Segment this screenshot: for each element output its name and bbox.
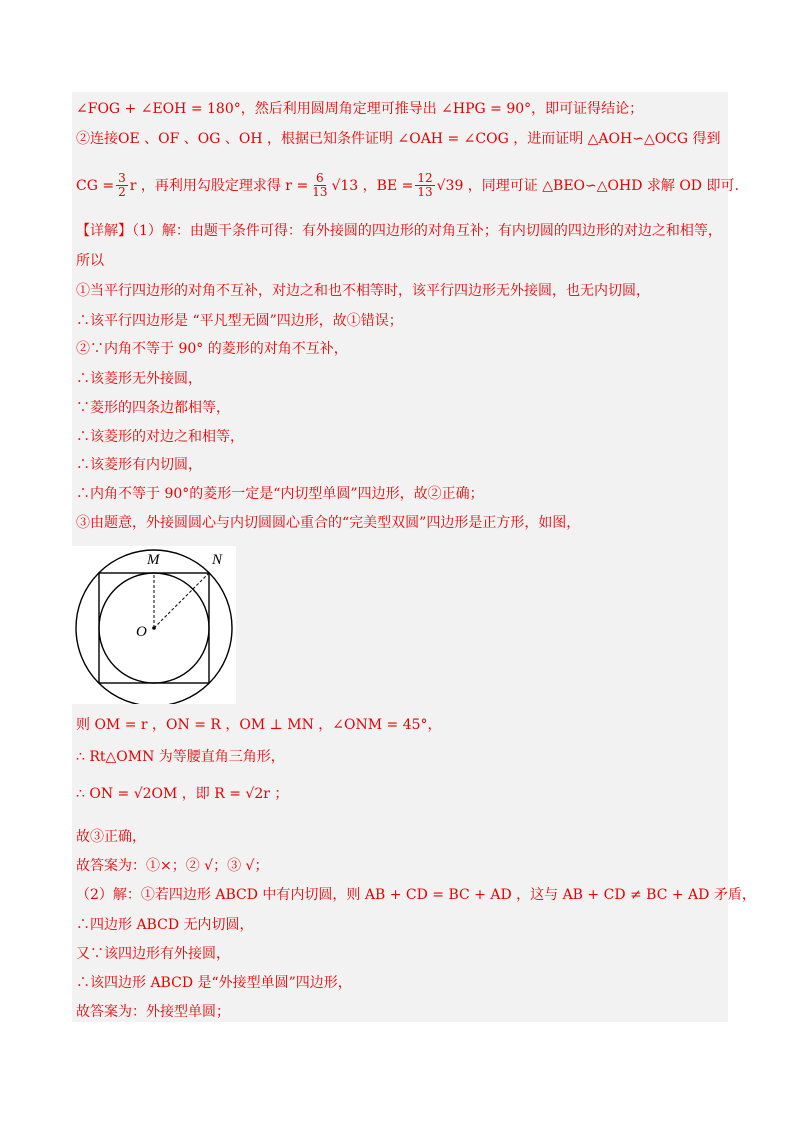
fraction-numerator: 12	[417, 171, 433, 185]
line-7: ∴该平行四边形是 “平凡型无圆”四边形，故①错误；	[76, 313, 403, 329]
line-11: ∴该菱形的对边之和相等，	[76, 429, 244, 445]
label-n: N	[212, 552, 223, 568]
line-4: 【详解】（1）解：由题干条件可得：有外接圆的四边形的对角互补；有内切圆的四边形的对边之和相等，	[76, 223, 722, 239]
fraction-numerator: 3	[118, 171, 126, 185]
line-18: 故③正确，	[76, 829, 146, 845]
center-point	[152, 626, 156, 630]
line-20: （2）解：①若四边形 ABCD 中有内切圆，则 AB + CD = BC + AD ，这与 AB + CD ≠ BC + AD 矛盾，	[76, 887, 756, 903]
line-3	[76, 172, 739, 199]
line-24: 故答案为：外接型单圆；	[76, 1004, 230, 1020]
fraction-12-13	[415, 172, 434, 199]
fraction-denominator: 2	[118, 185, 126, 199]
line-2: ②连接OE 、OF 、OG 、OH ，根据已知条件证明 ∠OAH = ∠COG ，进而证明 △AOH∽△OCG 得到	[76, 131, 721, 147]
geometry-figure	[72, 546, 236, 704]
fraction-6-13	[310, 172, 329, 199]
segment-on	[154, 573, 209, 628]
line-19: 故答案为：①×；② √；③ √；	[76, 858, 269, 874]
line-10: ∵菱形的四条边都相等，	[76, 400, 230, 416]
line-9: ∴该菱形无外接圆，	[76, 371, 202, 387]
label-m: M	[147, 552, 160, 568]
line-6: ①当平行四边形的对角不互补，对边之和也不相等时，该平行四边形无外接圆，也无内切圆，	[76, 283, 650, 299]
line-23: ∴该四边形 ABCD 是“外接型单圆”四边形，	[76, 975, 352, 991]
line-3-part-c: √13 ，BE =	[331, 177, 414, 194]
line-3-part-b: r ，再利用勾股定理求得 r =	[129, 177, 309, 194]
label-o: O	[136, 624, 147, 640]
line-3-part-d: √39 ，同理可证 △BEO∽△OHD 求解 OD 即可.	[436, 177, 739, 194]
circle-square-diagram	[72, 546, 236, 704]
line-12: ∴该菱形有内切圆，	[76, 457, 202, 473]
line-13: ∴内角不等于 90°的菱形一定是“内切型单圆”四边形，故②正确；	[76, 486, 484, 502]
line-5: 所以	[76, 253, 104, 269]
fraction-numerator: 6	[316, 171, 324, 185]
line-15: 则 OM = r ，ON = R ，OM ⊥ MN ，∠ONM = 45°，	[76, 717, 442, 733]
line-22: 又∵该四边形有外接圆，	[76, 946, 230, 962]
line-1: ∠FOG + ∠EOH = 180°，然后利用圆周角定理可推导出 ∠HPG = 90°，即可证得结论；	[76, 101, 644, 117]
fraction-denominator: 13	[417, 185, 433, 199]
line-3-part-a: CG =	[76, 177, 115, 194]
line-21: ∴四边形 ABCD 无内切圆，	[76, 917, 254, 933]
line-17: ∴ ON = √2OM ，即 R = √2r ；	[76, 786, 289, 802]
fraction-3-2	[116, 172, 128, 199]
fraction-denominator: 13	[312, 185, 328, 199]
line-16: ∴ Rt△OMN 为等腰直角三角形，	[76, 749, 285, 765]
line-8: ②∵内角不等于 90° 的菱形的对角不互补，	[76, 341, 348, 357]
line-14: ③由题意，外接圆圆心与内切圆圆心重合的“完美型双圆”四边形是正方形，如图，	[76, 515, 581, 531]
